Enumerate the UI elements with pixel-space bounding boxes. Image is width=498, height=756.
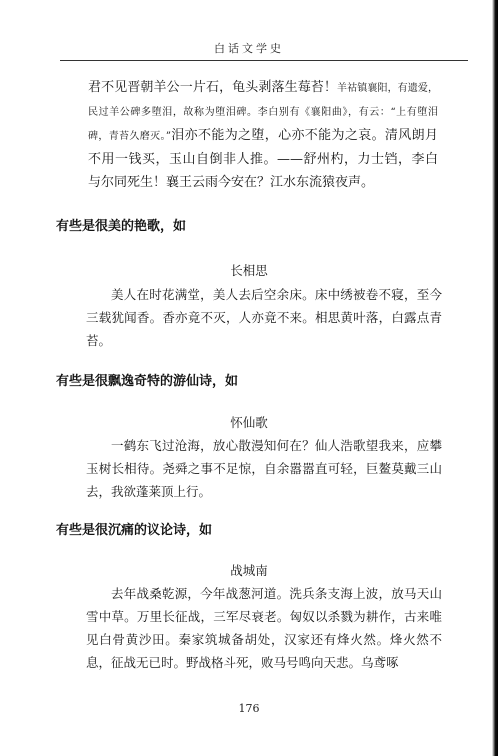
- running-header: 白话文学史: [214, 42, 284, 55]
- scan-edge: [492, 0, 498, 756]
- poem-body-changxiangsi: 美人在时花满堂，美人去后空余床。床中绣被卷不寝，至今三载犹闻香。香亦竟不灭，人亦竟不来。相思黄叶落，白露点青苔。: [86, 287, 442, 348]
- section-intro-love-poem: 有些是很美的艳歌，如: [56, 219, 187, 234]
- top-poem-line2: 泪亦不能为之堕，心亦不能为之哀。清风朗月不用一钱买，玉山自倒非人推。——舒州杓，力士铛，李白与尔同死生！襄王云雨今安在？江水东流猿夜声。: [88, 128, 438, 190]
- top-poem: [88, 76, 438, 194]
- poem-title-huaixiange: 怀仙歌: [230, 415, 268, 430]
- top-poem-line1: 君不见晋朝羊公一片石，龟头剥落生莓苔！: [88, 80, 338, 95]
- section-intro-immortal-poem: 有些是很飘逸奇特的游仙诗，如: [56, 374, 239, 389]
- poem-body-zhanchengnan: 去年战桑乾源，今年战葱河道。洗兵条支海上波，放马天山雪中草。万里长征战，三军尽衰老。匈奴以杀戮为耕作，古来唯见白骨黄沙田。秦家筑城备胡处，汉家还有烽火然。烽火然不息，征战无已时。野战格斗死，败马号鸣向天悲。乌鸢啄: [86, 586, 442, 670]
- poem-title-zhanchengnan: 战城南: [230, 563, 268, 578]
- header-rule: [60, 60, 468, 61]
- page-number: 176: [238, 702, 260, 715]
- section-intro-discursive-poem: 有些是很沉痛的议论诗，如: [56, 523, 213, 538]
- top-poem-note: 羊祜镇襄阳，有遗爱，民过羊公碑多堕泪，故称为堕泪碑。李白别有《襄阳曲》，有云：“上有堕泪碑，青苔久磨灭。”: [88, 83, 438, 142]
- poem-body-huaixiange: 一鹤东飞过沧海，放心散漫知何在？仙人浩歌望我来，应攀玉树长相待。尧舜之事不足惊，自余嚣嚣直可轻，巨鳌莫戴三山去，我欲蓬莱顶上行。: [86, 438, 442, 499]
- poem-title-changxiangsi: 长相思: [230, 263, 268, 278]
